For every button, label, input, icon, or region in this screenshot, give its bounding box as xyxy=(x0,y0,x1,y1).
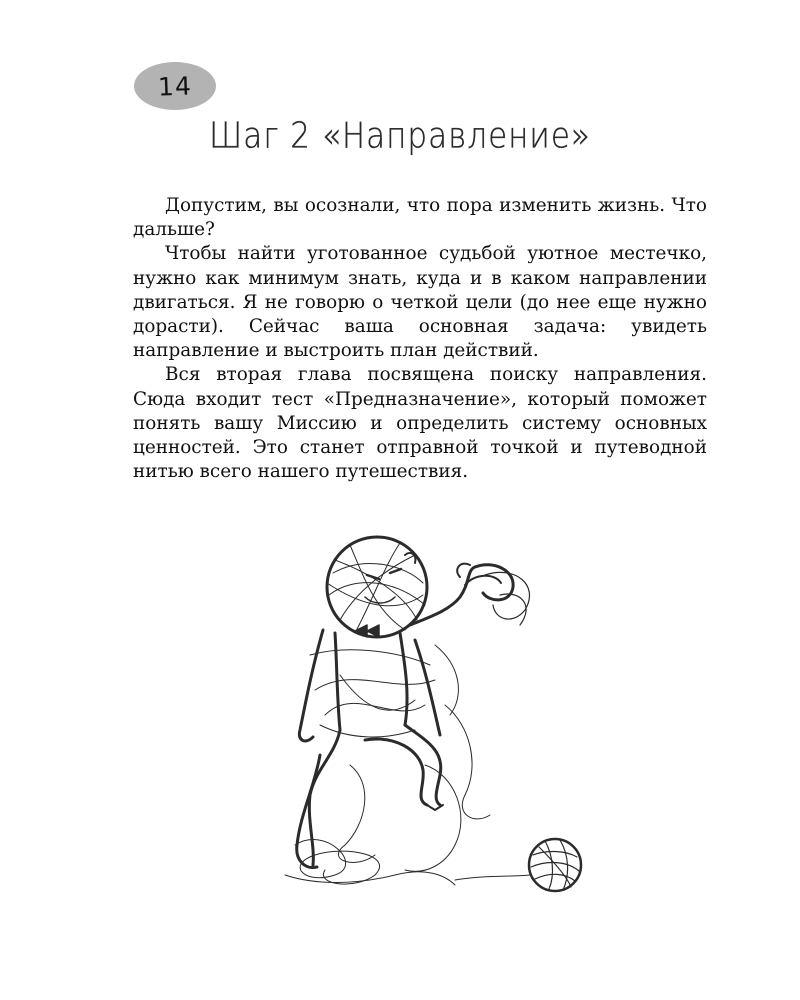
page-number: 14 xyxy=(157,70,193,102)
page-number-badge xyxy=(134,62,216,110)
head-icon xyxy=(327,537,427,637)
chapter-title: Шаг 2 «Направление» xyxy=(209,115,591,157)
paragraph-1: Допустим, вы осознали, что пора изменить жизнь. Что дальше? xyxy=(133,195,707,241)
body-text xyxy=(133,194,707,484)
paragraph-3: Вся вторая глава посвящена поиску направления. Сюда входит тест «Предназначение», который поможет понять вашу Миссию и определить систему основных ценностей. Это станет отправной точкой и путеводной нитью всего нашего путешествия. xyxy=(133,364,707,483)
paragraph-2: Чтобы найти уготованное судьбой уютное местечко, нужно как минимум знать, куда и в каком направлении двигаться. Я не говорю о четкой цели (до нее еще нужно дорасти). Сейчас ваша основная задача: увидеть направление и выстроить план действий. xyxy=(133,243,707,362)
yarn-ball-icon xyxy=(529,839,581,891)
tangled-yarn-man-illustration xyxy=(255,525,600,900)
